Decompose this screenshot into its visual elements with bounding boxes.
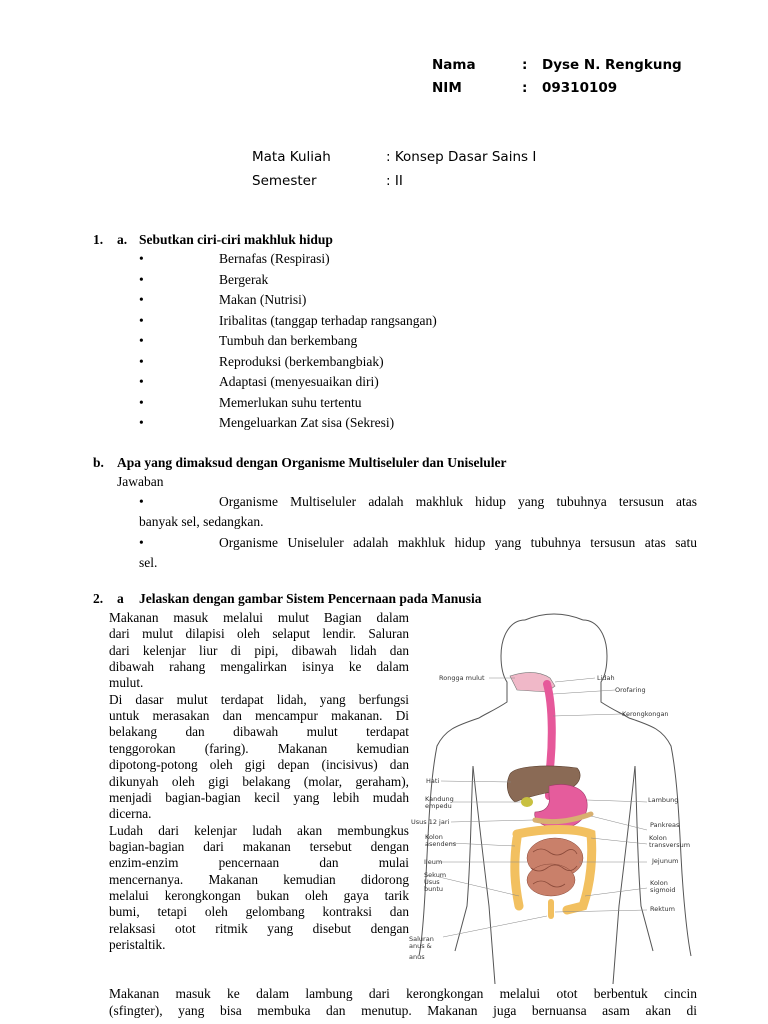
answer-uniseluler-line1: Organisme Uniseluler adalah makhluk hidup yang tubuhnya tersusun atas satu	[219, 535, 697, 550]
q1-number: 1.	[93, 232, 104, 247]
bullet-icon: •	[139, 333, 144, 348]
paragraph-line: dari kelenjar liur di pipi, dibawah lidah dan	[109, 642, 409, 658]
digestive-body-illustration	[415, 606, 720, 984]
label-kerongkongan: Kerongkongan	[622, 710, 669, 718]
label-orofaring: Orofaring	[615, 686, 646, 694]
label-hati: Hati	[426, 777, 440, 785]
label-rongga-mulut: Rongga mulut	[439, 674, 485, 682]
answer-uniseluler-line2: sel.	[139, 555, 158, 570]
paragraph-line: enzim-enzim pencernaan dan mulai	[109, 855, 409, 871]
bullet-icon: •	[139, 251, 144, 266]
list-item-text: Bergerak	[219, 272, 269, 287]
paragraph-line: dikunyah oleh gigi belakang (molar, geraham),	[109, 773, 409, 789]
nama-label: Nama	[432, 57, 476, 73]
bullet-icon: •	[139, 272, 144, 287]
list-item-text: Makan (Nutrisi)	[219, 292, 307, 307]
paragraph-line: relaksasi otot ritmik yang disebut dengan	[109, 920, 409, 936]
bullet-icon: •	[139, 494, 144, 509]
bullet-icon: •	[139, 313, 144, 328]
q1b-sub: b.	[93, 455, 104, 470]
paragraph-line: dicerna.	[109, 806, 152, 822]
bullet-icon: •	[139, 354, 144, 369]
paragraph-line: dibawah rahang mengalirkan isinya ke dalam	[109, 659, 409, 675]
paragraph-line: dari mulut dilapisi oleh selaput lendir. Saluran	[109, 626, 409, 642]
nim-label: NIM	[432, 80, 462, 96]
label-pankreas: Pankreas	[650, 821, 680, 829]
nim-colon: :	[522, 80, 528, 96]
q2-number: 2.	[93, 591, 104, 606]
label-kandung-empedu: Kandung empedu	[425, 795, 454, 810]
paragraph-line: belakang dan dibawah mulut terdapat	[109, 724, 409, 740]
label-usus-buntu: Usus buntu	[424, 878, 444, 893]
semester-label: Semester	[252, 173, 317, 189]
paragraph-line: untuk merasakan dan mencampur makanan. Di	[109, 708, 409, 724]
paragraph-line: dipotong-potong oleh gigi depan (incisivus) dan	[109, 757, 409, 773]
q1-question: Sebutkan ciri-ciri makhluk hidup	[139, 232, 333, 247]
list-item-text: Tumbuh dan berkembang	[219, 333, 358, 348]
paragraph-line: mulut.	[109, 675, 144, 691]
list-item-text: Memerlukan suhu tertentu	[219, 395, 362, 410]
list-item-text: Reproduksi (berkembangbiak)	[219, 354, 384, 369]
label-jejunum: Jejunum	[652, 857, 679, 865]
bottom-paragraph-line2: (sfingter), yang bisa membuka dan menutup. Makanan juga bernuansa asam akan di	[109, 1003, 697, 1018]
bottom-paragraph-line1: Makanan masuk ke dalam lambung dari kerongkongan melalui otot berbentuk cincin	[109, 986, 697, 1001]
list-item-text: Mengeluarkan Zat sisa (Sekresi)	[219, 415, 395, 430]
answer-multiseluler-line2: banyak sel, sedangkan.	[139, 514, 264, 529]
label-saluran-anus: Saluran anus &	[409, 935, 434, 950]
paragraph-line: peristaltik.	[109, 937, 166, 952]
list-item-text: Bernafas (Respirasi)	[219, 251, 330, 266]
paragraph-line: Makanan masuk melalui mulut Bagian dalam	[109, 610, 409, 625]
semester-value: : II	[386, 173, 403, 189]
paragraph-line: tenggorokan (faring). Makanan kemudian	[109, 740, 409, 756]
label-kolon-sigmoid: Kolon sigmoid	[650, 879, 676, 894]
bullet-icon: •	[139, 374, 144, 389]
q2-sub: a	[117, 591, 124, 606]
q1-sub: a.	[117, 232, 128, 247]
answer-label: Jawaban	[117, 474, 164, 489]
label-kolon-asendens: Kolon asendens	[425, 833, 457, 848]
matkul-label: Mata Kuliah	[252, 149, 331, 165]
label-lidah: Lidah	[597, 674, 615, 682]
q2-question: Jelaskan dengan gambar Sistem Pencernaan pada Manusia	[139, 591, 482, 606]
list-item-text: Iribalitas (tanggap terhadap rangsangan)	[219, 313, 437, 328]
bullet-icon: •	[139, 535, 144, 550]
label-rektum: Rektum	[650, 905, 675, 913]
label-usus12: Usus 12 jari	[411, 818, 450, 826]
paragraph-line: Di dasar mulut terdapat lidah, yang berfungsi	[109, 691, 409, 707]
paragraph-line: menjadi bagian-bagian kecil yang lebih mudah	[109, 789, 409, 805]
bullet-icon: •	[139, 415, 144, 430]
paragraph-line: bumi, tetapi oleh gelombang kontraksi dan	[109, 904, 409, 920]
nim-value: 09310109	[542, 80, 618, 96]
label-lambung: Lambung	[648, 796, 679, 804]
paragraph-line: Ludah dari kelenjar ludah akan membungkus	[109, 822, 409, 838]
nama-colon: :	[522, 57, 528, 73]
label-ileum: Ileum	[424, 858, 443, 866]
bullet-icon: •	[139, 292, 144, 307]
label-anus: anus	[409, 953, 425, 961]
matkul-value: : Konsep Dasar Sains I	[386, 149, 537, 165]
label-sekum: Sekum	[424, 871, 447, 879]
paragraph-line: bagian-bagian dari makanan tersebut dengan	[109, 838, 409, 854]
q1b-question: Apa yang dimaksud dengan Organisme Multiseluler dan Uniseluler	[117, 455, 507, 470]
paragraph-line: melalui kerongkongan bukan oleh gaya tarik	[109, 887, 409, 903]
list-item-text: Adaptasi (menyesuaikan diri)	[219, 374, 379, 389]
nama-value: Dyse N. Rengkung	[542, 57, 682, 73]
answer-multiseluler-line1: Organisme Multiseluler adalah makhluk hidup yang tubuhnya tersusun atas	[219, 494, 697, 509]
label-kolon-transversum: Kolon transversum	[649, 834, 691, 849]
paragraph-line: mencernanya. Makanan kemudian didorong	[109, 871, 409, 887]
bullet-icon: •	[139, 395, 144, 410]
